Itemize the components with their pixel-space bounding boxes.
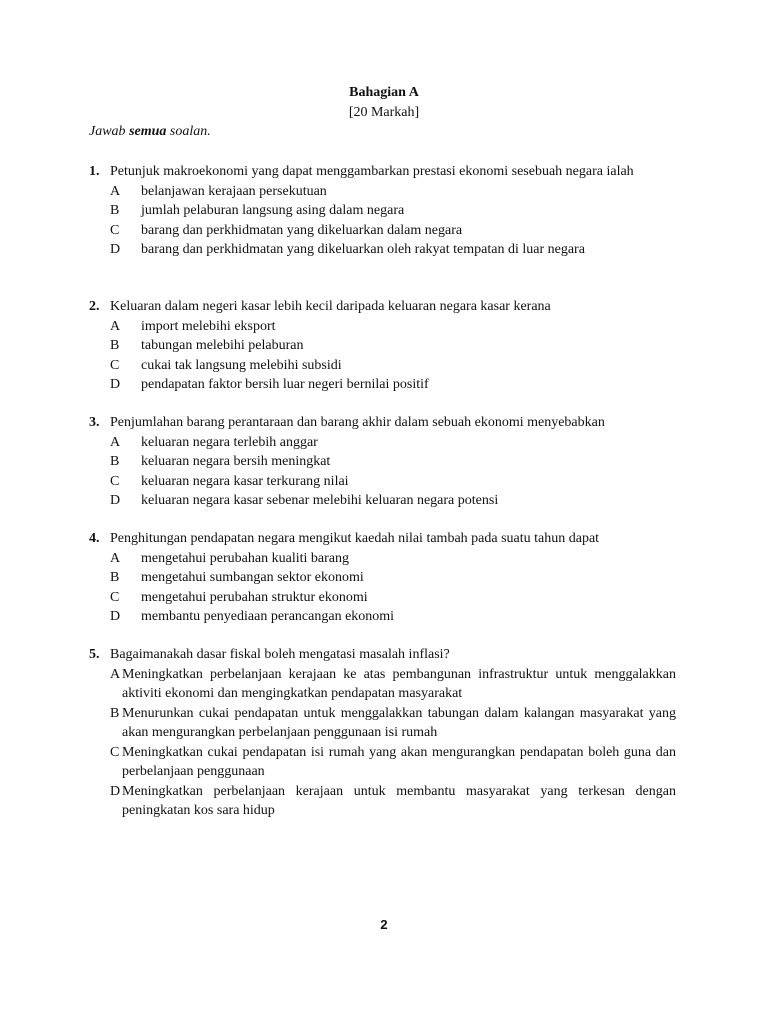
option-a (110, 549, 676, 569)
instruction-pre: Jawab (89, 124, 130, 139)
question-text: Keluaran dalam negeri kasar lebih kecil daripada keluaran negara kasar kerana (110, 299, 551, 314)
option-d (110, 782, 676, 821)
option-a (110, 665, 676, 704)
option-letter: B (110, 203, 120, 218)
question-number: 4. (89, 531, 100, 546)
option-letter: C (110, 589, 120, 605)
option-text: Menurunkan cukai pendapatan untuk menggalakkan tabungan dalam kalangan masyarakat yang akan mengurangkan perbelanjaan penggunaan isi rumah (122, 705, 676, 740)
option-b (110, 336, 676, 356)
option-a (110, 182, 676, 202)
option-d (110, 375, 676, 395)
option-letter: A (110, 666, 121, 682)
option-b (110, 704, 676, 743)
section-title: Bahagian A (349, 85, 419, 100)
question-number: 1. (89, 164, 100, 179)
option-text: pendapatan faktor bersih luar negeri bernilai positif (141, 377, 429, 392)
option-letter: A (110, 318, 121, 334)
option-c (110, 472, 676, 492)
question-text: Bagaimanakah dasar fiskal boleh mengatasi masalah inflasi? (110, 647, 450, 662)
option-text: membantu penyediaan perancangan ekonomi (141, 609, 395, 624)
page-number: 2 (380, 917, 388, 932)
option-text: mengetahui perubahan kualiti barang (141, 550, 349, 566)
option-text: Meningkatkan cukai pendapatan isi rumah yang akan mengurangkan pendapatan boleh guna dan perbelanjaan penggunaan (122, 744, 676, 779)
instruction-post: soalan. (166, 124, 211, 139)
instruction-bold: semua (129, 124, 167, 139)
option-text: import melebihi eksport (141, 318, 276, 334)
question-text: Petunjuk makroekonomi yang dapat menggambarkan prestasi ekonomi sesebuah negara ialah (110, 164, 634, 179)
question-4 (89, 529, 676, 627)
option-letter: D (110, 242, 121, 257)
option-letter: C (110, 473, 120, 489)
option-c (110, 356, 676, 376)
question-1 (89, 162, 676, 260)
option-letter: C (110, 744, 120, 760)
option-text: Meningkatkan perbelanjaan kerajaan untuk membantu masyarakat yang terkesan dengan peningkatan kos sara hidup (122, 783, 676, 818)
option-c (110, 743, 676, 782)
option-a (110, 433, 676, 453)
option-letter: D (110, 609, 121, 624)
option-c (110, 221, 676, 241)
option-letter: D (110, 377, 121, 392)
option-text: keluaran negara kasar terkurang nilai (141, 473, 349, 489)
option-letter: A (110, 183, 121, 199)
option-letter: A (110, 434, 121, 450)
option-letter: C (110, 222, 120, 238)
option-text: mengetahui sumbangan sektor ekonomi (141, 570, 364, 585)
question-number: 2. (89, 299, 100, 314)
option-letter: B (110, 570, 120, 585)
option-letter: B (110, 338, 120, 353)
option-a (110, 317, 676, 337)
option-letter: B (110, 705, 120, 721)
question-text: Penjumlahan barang perantaraan dan barang akhir dalam sebuah ekonomi menyebabkan (110, 415, 605, 430)
instruction (89, 124, 211, 140)
option-text: keluaran negara kasar sebenar melebihi keluaran negara potensi (141, 493, 499, 508)
option-text: barang dan perkhidmatan yang dikeluarkan dalam negara (141, 222, 463, 238)
option-d (110, 240, 676, 260)
question-2 (89, 297, 676, 395)
option-text: barang dan perkhidmatan yang dikeluarkan oleh rakyat tempatan di luar negara (141, 242, 585, 257)
option-letter: C (110, 357, 120, 373)
option-text: belanjawan kerajaan persekutuan (141, 183, 327, 199)
question-3 (89, 413, 676, 511)
option-b (110, 452, 676, 472)
option-c (110, 588, 676, 608)
option-text: keluaran negara bersih meningkat (141, 454, 331, 469)
option-letter: D (110, 493, 121, 508)
option-letter: D (110, 783, 121, 799)
question-text: Penghitungan pendapatan negara mengikut kaedah nilai tambah pada suatu tahun dapat (110, 531, 600, 546)
option-text: keluaran negara terlebih anggar (141, 434, 318, 450)
option-text: jumlah pelaburan langsung asing dalam negara (141, 203, 405, 218)
section-marks: [20 Markah] (348, 105, 420, 120)
option-b (110, 568, 676, 588)
option-text: mengetahui perubahan struktur ekonomi (141, 589, 368, 605)
option-letter: B (110, 454, 120, 469)
option-letter: A (110, 550, 121, 566)
option-d (110, 607, 676, 627)
option-text: Meningkatkan perbelanjaan kerajaan ke atas pembangunan infrastruktur untuk menggalakkan aktiviti ekonomi dan mengingkatkan pendapatan masyarakat (122, 666, 676, 701)
option-text: cukai tak langsung melebihi subsidi (141, 357, 342, 373)
option-b (110, 201, 676, 221)
option-text: tabungan melebihi pelaburan (141, 338, 304, 353)
option-d (110, 491, 676, 511)
question-5 (89, 645, 676, 821)
question-number: 3. (89, 415, 100, 430)
question-number: 5. (89, 647, 100, 662)
